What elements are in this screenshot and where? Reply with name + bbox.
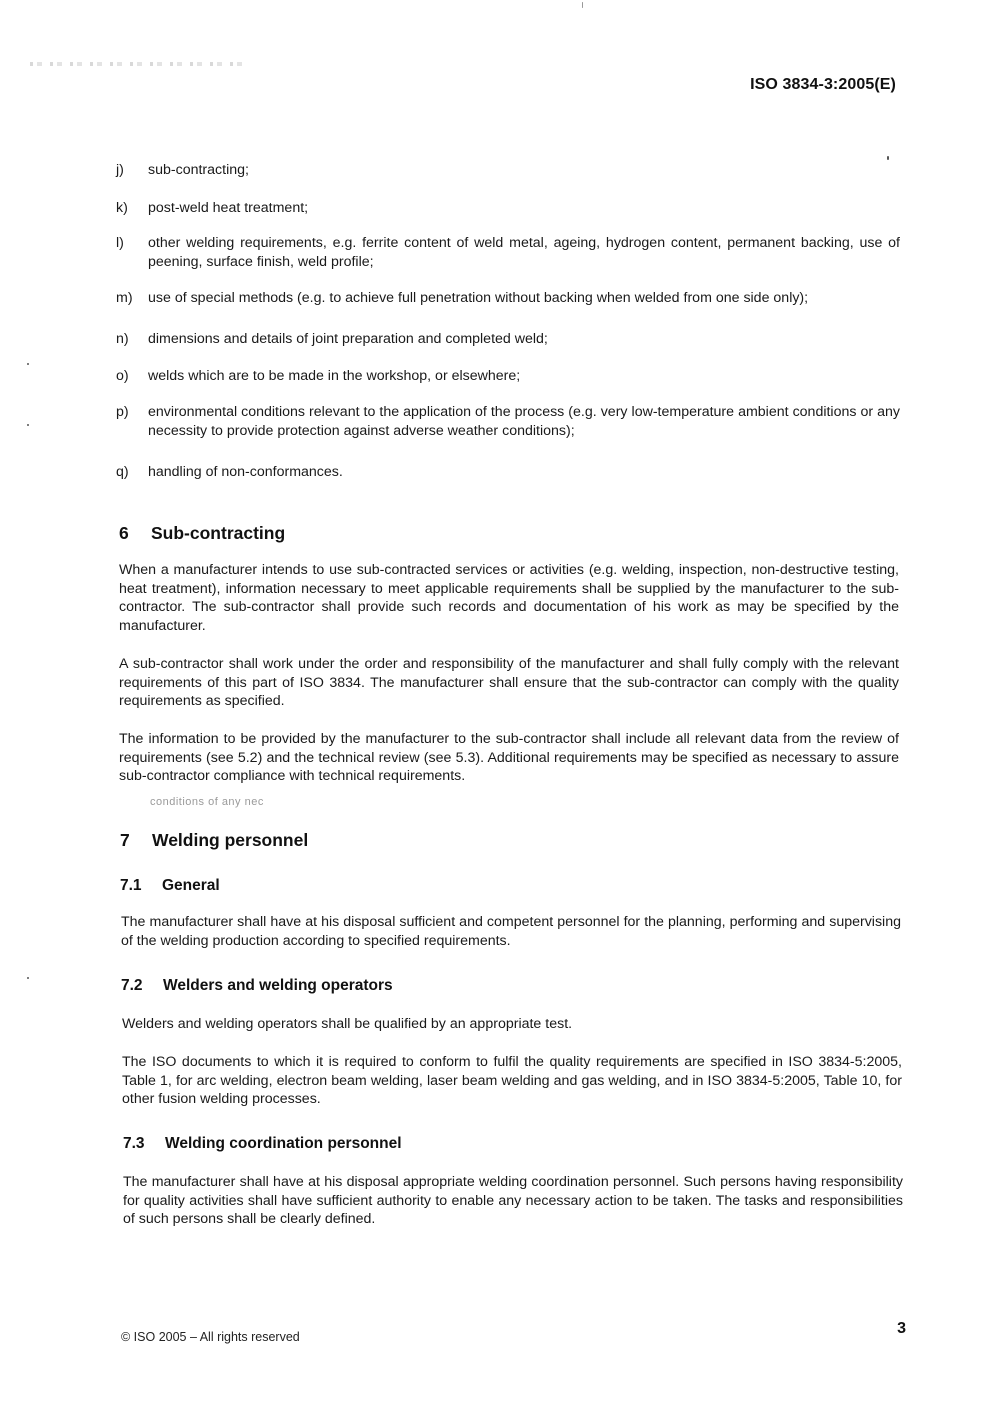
list-marker: o) <box>116 368 129 384</box>
list-item <box>116 199 900 218</box>
list-text: dimensions and details of joint preparation and completed weld; <box>148 331 548 347</box>
list-marker: k) <box>116 200 128 216</box>
section-title: General <box>162 877 220 894</box>
list-text: sub-contracting; <box>148 162 249 178</box>
paragraph: When a manufacturer intends to use sub-contracted services or activities (e.g. welding, inspection, non-destructive testing, heat treatment), information necessary to meet applicable requirements shall be supplied by the manufacturer to the sub-contractor. The sub-contractor shall provide such records and documentation of his work as may be specified by the manufacturer. <box>119 562 899 634</box>
list-marker: j) <box>116 162 124 178</box>
section-heading-7-2 <box>121 977 393 995</box>
list-text: welds which are to be made in the workshop, or elsewhere; <box>148 368 521 384</box>
list-text: post-weld heat treatment; <box>148 200 309 216</box>
paragraph: The information to be provided by the manufacturer to the sub-contractor shall include all relevant data from the review of requirements (see 5.2) and the technical review (see 5.3). Additional requirements may be specified as necessary to assure sub-contractor compliance with technical requirements. <box>119 731 899 784</box>
list-item <box>116 403 900 441</box>
paragraph: A sub-contractor shall work under the order and responsibility of the manufacturer and shall fully comply with the relevant requirements of this part of ISO 3834. The manufacturer shall ensure that the sub-contractor can comply with the quality requirements as specified. <box>119 656 899 709</box>
list-item <box>116 330 900 349</box>
list-marker: q) <box>116 464 129 480</box>
paragraph: The ISO documents to which it is required to conform to fulfil the quality requirements are specified in ISO 3834-5:2005, Table 1, for arc welding, electron beam welding, laser beam welding and gas welding, and in ISO 3834-5:2005, Table 10, for other fusion welding processes. <box>122 1054 902 1107</box>
list-text: handling of non-conformances. <box>148 464 343 480</box>
scan-speck <box>27 977 29 979</box>
scan-speck <box>27 363 29 365</box>
scan-speck <box>582 2 583 8</box>
section-number: 7.3 <box>123 1135 145 1152</box>
list-text: use of special methods (e.g. to achieve full penetration without backing when welded from one side only); <box>148 290 809 306</box>
section-number: 6 <box>119 523 129 543</box>
paragraph: Welders and welding operators shall be qualified by an appropriate test. <box>122 1016 573 1032</box>
page-number: 3 <box>897 1320 906 1337</box>
list-item <box>116 234 900 272</box>
list-item <box>116 367 900 386</box>
paragraph: The manufacturer shall have at his disposal appropriate welding coordination personnel. Such persons having responsibility for quality activities shall have sufficient authority to enable any necessary action to be taken. The tasks and responsibilities of such persons shall be clearly defined. <box>123 1174 903 1227</box>
section-number: 7 <box>120 830 130 850</box>
list-text: other welding requirements, e.g. ferrite content of weld metal, ageing, hydrogen content, permanent backing, use of peening, surface finish, weld profile; <box>148 235 900 270</box>
section-title: Welding coordination personnel <box>165 1135 402 1152</box>
scan-artifact <box>30 62 250 66</box>
paragraph: The manufacturer shall have at his disposal sufficient and competent personnel for the planning, performing and supervising of the welding production according to specified requirements. <box>121 914 901 949</box>
section-title: Welding personnel <box>152 830 309 850</box>
list-text: environmental conditions relevant to the application of the process (e.g. very low-temperature ambient conditions or any necessity to provide protection against adverse weather conditions); <box>148 404 900 439</box>
section-title: Welders and welding operators <box>163 977 393 994</box>
section-heading-7 <box>120 830 308 851</box>
document-id-header: ISO 3834-3:2005(E) <box>750 76 896 93</box>
section-title: Sub-contracting <box>151 523 286 543</box>
bleed-through-text: conditions of any nec <box>150 796 264 808</box>
section-heading-6 <box>119 523 285 544</box>
section-number: 7.2 <box>121 977 143 994</box>
list-marker: l) <box>116 235 124 251</box>
copyright-notice: © ISO 2005 – All rights reserved <box>121 1330 300 1344</box>
section-number: 7.1 <box>120 877 142 894</box>
list-marker: m) <box>116 290 133 306</box>
scan-speck <box>887 156 889 160</box>
scan-speck <box>27 424 29 426</box>
list-item <box>116 161 900 180</box>
list-marker: n) <box>116 331 129 347</box>
list-item <box>116 463 900 482</box>
section-heading-7-1 <box>120 877 220 895</box>
section-heading-7-3 <box>123 1135 402 1153</box>
list-item <box>116 289 900 308</box>
list-marker: p) <box>116 404 129 420</box>
